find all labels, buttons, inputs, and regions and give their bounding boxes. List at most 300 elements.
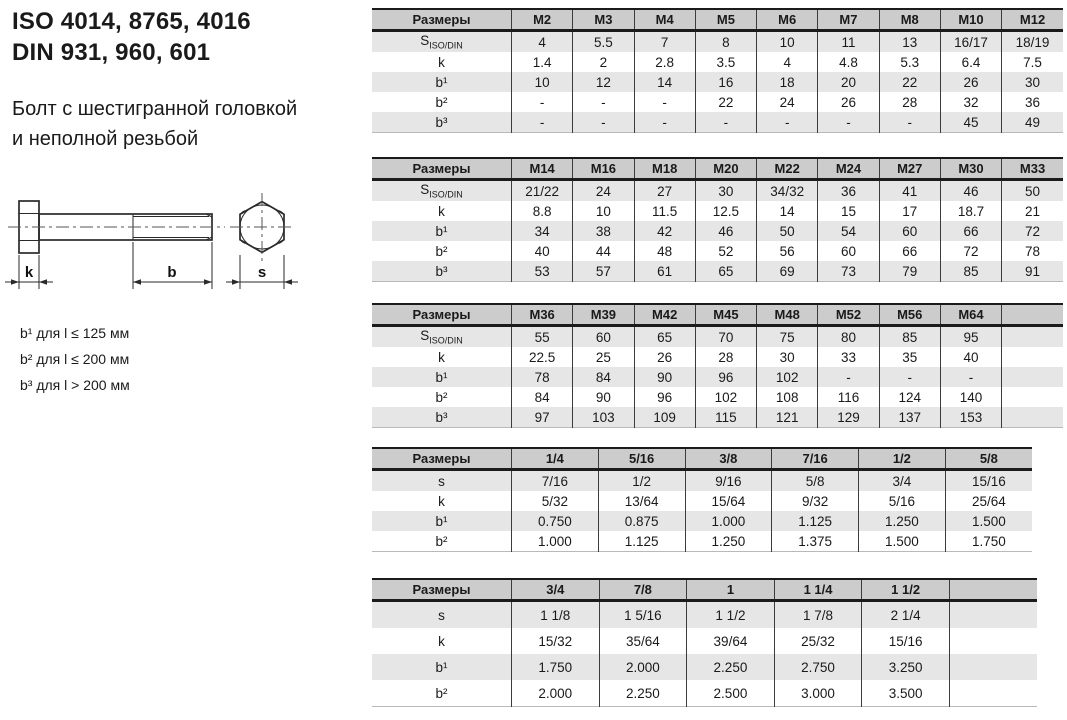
value-cell: 10 xyxy=(757,31,818,53)
value-cell: - xyxy=(634,92,695,112)
table-row xyxy=(372,470,1032,492)
value-cell: 153 xyxy=(940,407,1001,428)
size-header: M36 xyxy=(512,304,573,326)
row-label: b² xyxy=(435,243,448,259)
value-cell: 2.500 xyxy=(687,680,775,707)
value-cell xyxy=(1002,407,1063,428)
value-cell: 14 xyxy=(634,72,695,92)
thread-length-notes xyxy=(20,320,130,398)
row-label: b¹ xyxy=(372,511,512,531)
dim-label-k: k xyxy=(24,264,34,281)
spec-table-m36-m64 xyxy=(372,303,1063,428)
value-cell: 137 xyxy=(879,407,940,428)
value-cell: 102 xyxy=(695,387,756,407)
value-cell: 96 xyxy=(634,387,695,407)
size-header: 7/8 xyxy=(599,579,687,601)
value-cell: 140 xyxy=(940,387,1001,407)
size-header: 1/2 xyxy=(859,448,946,470)
size-header: 5/8 xyxy=(945,448,1032,470)
value-cell: - xyxy=(512,112,573,133)
value-cell: 10 xyxy=(573,201,634,221)
value-cell: 34/32 xyxy=(757,180,818,202)
table-row xyxy=(372,112,1063,133)
value-cell: - xyxy=(879,112,940,133)
value-cell: 75 xyxy=(757,326,818,348)
value-cell xyxy=(1002,326,1063,348)
value-cell: 52 xyxy=(695,241,756,261)
note-b3: b³ для l > 200 мм xyxy=(20,377,130,393)
value-cell: 7.5 xyxy=(1002,52,1063,72)
spec-table-m2-m12 xyxy=(372,8,1063,133)
value-cell: 25/32 xyxy=(774,628,862,654)
value-cell: 18 xyxy=(757,72,818,92)
value-cell: 7 xyxy=(634,31,695,53)
value-cell: 1.125 xyxy=(598,531,685,552)
value-cell: 0.750 xyxy=(512,511,599,531)
value-cell: - xyxy=(940,367,1001,387)
value-cell: 121 xyxy=(757,407,818,428)
value-cell: 21/22 xyxy=(512,180,573,202)
sizes-column-title: Размеры xyxy=(372,158,512,180)
table-row xyxy=(372,261,1063,282)
table-header-row xyxy=(372,9,1063,31)
value-cell: 12 xyxy=(573,72,634,92)
value-cell: 35 xyxy=(879,347,940,367)
size-header: 1 1/2 xyxy=(862,579,950,601)
value-cell: 34 xyxy=(512,221,573,241)
value-cell: 40 xyxy=(512,241,573,261)
value-cell: 22.5 xyxy=(512,347,573,367)
value-cell xyxy=(949,654,1037,680)
value-cell: 1.500 xyxy=(859,531,946,552)
value-cell: 90 xyxy=(634,367,695,387)
value-cell: 8.8 xyxy=(512,201,573,221)
value-cell: 1.000 xyxy=(685,511,772,531)
value-cell: 108 xyxy=(757,387,818,407)
value-cell: 69 xyxy=(757,261,818,282)
value-cell: 2.250 xyxy=(687,654,775,680)
size-header: M52 xyxy=(818,304,879,326)
value-cell: 46 xyxy=(695,221,756,241)
table-row xyxy=(372,654,1037,680)
value-cell: 25 xyxy=(573,347,634,367)
value-cell: 48 xyxy=(634,241,695,261)
value-cell: 36 xyxy=(818,180,879,202)
row-label: $S_{ISO/DIN}$ xyxy=(372,180,512,202)
value-cell: 3/4 xyxy=(859,470,946,492)
row-label: b³ xyxy=(372,261,512,282)
value-cell: 44 xyxy=(573,241,634,261)
value-cell xyxy=(949,601,1037,629)
value-cell: 53 xyxy=(512,261,573,282)
spec-table-inch-large xyxy=(372,578,1037,707)
value-cell: 36 xyxy=(1002,92,1063,112)
size-header: M39 xyxy=(573,304,634,326)
value-cell: 50 xyxy=(757,221,818,241)
size-header: M20 xyxy=(695,158,756,180)
value-cell: 1.250 xyxy=(859,511,946,531)
row-label: b² xyxy=(435,389,448,405)
value-cell: 30 xyxy=(695,180,756,202)
value-cell: 11 xyxy=(818,31,879,53)
value-cell: 13/64 xyxy=(598,491,685,511)
sizes-column-title: Размеры xyxy=(372,9,512,31)
bolt-side-view xyxy=(8,201,225,253)
value-cell: 84 xyxy=(573,367,634,387)
bolt-description xyxy=(12,94,364,154)
size-header: M8 xyxy=(879,9,940,31)
value-cell: 78 xyxy=(512,367,573,387)
row-label: s xyxy=(372,601,512,629)
size-header: M45 xyxy=(695,304,756,326)
table-row xyxy=(372,387,1063,407)
spec-table-m14-m33 xyxy=(372,157,1063,282)
value-cell: 61 xyxy=(634,261,695,282)
value-cell: 14 xyxy=(757,201,818,221)
dim-label-b: b xyxy=(167,264,177,281)
value-cell: 1.4 xyxy=(512,52,573,72)
table-row xyxy=(372,326,1063,348)
value-cell: 1 7/8 xyxy=(774,601,862,629)
value-cell: 0.875 xyxy=(598,511,685,531)
value-cell xyxy=(949,628,1037,654)
value-cell: 16 xyxy=(695,72,756,92)
value-cell: - xyxy=(695,112,756,133)
iso-title: ISO 4014, 8765, 4016 xyxy=(12,8,251,35)
value-cell: 95 xyxy=(940,326,1001,348)
value-cell: 9/16 xyxy=(685,470,772,492)
value-cell: 22 xyxy=(695,92,756,112)
value-cell: 55 xyxy=(512,326,573,348)
size-header: 3/8 xyxy=(685,448,772,470)
value-cell: 96 xyxy=(695,367,756,387)
value-cell: 15 xyxy=(818,201,879,221)
sizes-column-title: Размеры xyxy=(372,304,512,326)
value-cell xyxy=(1002,347,1063,367)
value-cell: - xyxy=(879,367,940,387)
value-cell: 85 xyxy=(940,261,1001,282)
value-cell: 5/32 xyxy=(512,491,599,511)
size-header: M10 xyxy=(940,9,1001,31)
left-panel xyxy=(12,6,364,154)
sizes-column-title: Размеры xyxy=(372,579,512,601)
value-cell: 50 xyxy=(1002,180,1063,202)
size-header: M18 xyxy=(634,158,695,180)
size-header: M4 xyxy=(634,9,695,31)
row-label: b¹ xyxy=(372,72,512,92)
value-cell xyxy=(1002,387,1063,407)
value-cell: 65 xyxy=(634,326,695,348)
size-header: M48 xyxy=(757,304,818,326)
bolt-drawing-svg xyxy=(0,185,340,300)
value-cell: 24 xyxy=(757,92,818,112)
value-cell: - xyxy=(512,92,573,112)
value-cell: 57 xyxy=(573,261,634,282)
row-label: s xyxy=(372,470,512,492)
din-title: DIN 931, 960, 601 xyxy=(12,39,211,66)
value-cell: 2 1/4 xyxy=(862,601,950,629)
value-cell: 1 1/8 xyxy=(512,601,600,629)
table-row xyxy=(372,92,1063,112)
size-header: M33 xyxy=(1002,158,1063,180)
value-cell: 26 xyxy=(940,72,1001,92)
value-cell: 18/19 xyxy=(1002,31,1063,53)
row-label: b¹ xyxy=(372,654,512,680)
value-cell: 66 xyxy=(879,241,940,261)
table-row xyxy=(372,201,1063,221)
size-header: M7 xyxy=(818,9,879,31)
size-header: M42 xyxy=(634,304,695,326)
value-cell: 103 xyxy=(573,407,634,428)
value-cell: 30 xyxy=(757,347,818,367)
row-label: b² xyxy=(435,533,448,549)
table-row xyxy=(372,511,1032,531)
value-cell: 24 xyxy=(573,180,634,202)
dim-label-s: s xyxy=(257,264,267,281)
value-cell: 4.8 xyxy=(818,52,879,72)
size-header: M24 xyxy=(818,158,879,180)
value-cell: 60 xyxy=(818,241,879,261)
value-cell xyxy=(949,680,1037,707)
size-header: M56 xyxy=(879,304,940,326)
size-header: M27 xyxy=(879,158,940,180)
value-cell: 4 xyxy=(512,31,573,53)
value-cell: 18.7 xyxy=(940,201,1001,221)
value-cell: 65 xyxy=(695,261,756,282)
value-cell: 124 xyxy=(879,387,940,407)
value-cell: 5.3 xyxy=(879,52,940,72)
table-row xyxy=(372,72,1063,92)
value-cell: 56 xyxy=(757,241,818,261)
spec-table-inch-small xyxy=(372,447,1032,552)
value-cell: 38 xyxy=(573,221,634,241)
value-cell: 2.000 xyxy=(599,654,687,680)
value-cell: 28 xyxy=(695,347,756,367)
row-label: b³ xyxy=(372,407,512,428)
value-cell: 15/16 xyxy=(945,470,1032,492)
value-cell: 33 xyxy=(818,347,879,367)
value-cell: 1.125 xyxy=(772,511,859,531)
size-header: 3/4 xyxy=(512,579,600,601)
note-b2: b² для l ≤ 200 мм xyxy=(20,351,130,367)
row-label: k xyxy=(438,633,445,649)
bolt-description-line2: и неполной резьбой xyxy=(12,128,199,150)
size-header: 7/16 xyxy=(772,448,859,470)
dimension-lines-side xyxy=(5,242,212,289)
value-cell: 21 xyxy=(1002,201,1063,221)
value-cell: - xyxy=(573,92,634,112)
size-header: M64 xyxy=(940,304,1001,326)
value-cell: - xyxy=(818,112,879,133)
row-label: b³ xyxy=(372,112,512,133)
size-header: 5/16 xyxy=(598,448,685,470)
value-cell: 60 xyxy=(879,221,940,241)
size-header: 1/4 xyxy=(512,448,599,470)
table-row xyxy=(372,52,1063,72)
value-cell: 5/16 xyxy=(859,491,946,511)
value-cell: 1.750 xyxy=(512,654,600,680)
table-row xyxy=(372,241,1063,261)
value-cell: 30 xyxy=(1002,72,1063,92)
value-cell: 73 xyxy=(818,261,879,282)
bolt-description-line1: Болт с шестигранной головкой xyxy=(12,98,298,120)
value-cell: 129 xyxy=(818,407,879,428)
value-cell: 15/16 xyxy=(862,628,950,654)
value-cell: 1.750 xyxy=(945,531,1032,552)
value-cell: 115 xyxy=(695,407,756,428)
value-cell: 32 xyxy=(940,92,1001,112)
size-header: M2 xyxy=(512,9,573,31)
value-cell: - xyxy=(757,112,818,133)
value-cell: 72 xyxy=(1002,221,1063,241)
value-cell: 2.250 xyxy=(599,680,687,707)
value-cell: 28 xyxy=(879,92,940,112)
value-cell: 66 xyxy=(940,221,1001,241)
row-label: $S_{ISO/DIN}$ xyxy=(372,31,512,53)
table-row xyxy=(372,407,1063,428)
sizes-column-title: Размеры xyxy=(372,448,512,470)
value-cell: 20 xyxy=(818,72,879,92)
value-cell: 5.5 xyxy=(573,31,634,53)
value-cell: 1.000 xyxy=(512,531,599,552)
value-cell: 9/32 xyxy=(772,491,859,511)
size-header: M5 xyxy=(695,9,756,31)
value-cell: 22 xyxy=(879,72,940,92)
value-cell xyxy=(1002,367,1063,387)
bolt-end-view xyxy=(230,193,294,261)
table-header-row xyxy=(372,158,1063,180)
value-cell: 42 xyxy=(634,221,695,241)
size-header: M22 xyxy=(757,158,818,180)
value-cell: 41 xyxy=(879,180,940,202)
row-label: b² xyxy=(435,685,448,701)
value-cell: 35/64 xyxy=(599,628,687,654)
size-header: M3 xyxy=(573,9,634,31)
value-cell: 1.375 xyxy=(772,531,859,552)
value-cell: 85 xyxy=(879,326,940,348)
value-cell: 17 xyxy=(879,201,940,221)
value-cell: 97 xyxy=(512,407,573,428)
value-cell: 45 xyxy=(940,112,1001,133)
row-label: b² xyxy=(435,94,448,110)
value-cell: 1.500 xyxy=(945,511,1032,531)
row-label: k xyxy=(438,349,445,365)
value-cell: 25/64 xyxy=(945,491,1032,511)
value-cell: 13 xyxy=(879,31,940,53)
row-label: k xyxy=(438,493,445,509)
value-cell: 90 xyxy=(573,387,634,407)
value-cell: 78 xyxy=(1002,241,1063,261)
value-cell: 70 xyxy=(695,326,756,348)
value-cell: 49 xyxy=(1002,112,1063,133)
table-row xyxy=(372,680,1037,707)
value-cell: 54 xyxy=(818,221,879,241)
row-label: k xyxy=(438,54,445,70)
value-cell: 2.750 xyxy=(774,654,862,680)
value-cell: 26 xyxy=(818,92,879,112)
value-cell: 3.500 xyxy=(862,680,950,707)
value-cell: 60 xyxy=(573,326,634,348)
value-cell: 10 xyxy=(512,72,573,92)
value-cell: 40 xyxy=(940,347,1001,367)
size-header: M12 xyxy=(1002,9,1063,31)
value-cell: 102 xyxy=(757,367,818,387)
table-row xyxy=(372,367,1063,387)
size-header: M6 xyxy=(757,9,818,31)
value-cell: 3.250 xyxy=(862,654,950,680)
value-cell: 1 5/16 xyxy=(599,601,687,629)
size-header xyxy=(1002,304,1063,326)
value-cell: - xyxy=(818,367,879,387)
table-row xyxy=(372,347,1063,367)
table-header-row xyxy=(372,579,1037,601)
row-label: b¹ xyxy=(372,221,512,241)
value-cell: 116 xyxy=(818,387,879,407)
table-row xyxy=(372,531,1032,552)
table-row xyxy=(372,601,1037,629)
row-label: k xyxy=(438,203,445,219)
value-cell: - xyxy=(573,112,634,133)
row-label: b¹ xyxy=(372,367,512,387)
value-cell: 5/8 xyxy=(772,470,859,492)
value-cell: 15/64 xyxy=(685,491,772,511)
table-row xyxy=(372,221,1063,241)
value-cell: 72 xyxy=(940,241,1001,261)
value-cell: 1.250 xyxy=(685,531,772,552)
table-row xyxy=(372,628,1037,654)
table-header-row xyxy=(372,448,1032,470)
value-cell: 11.5 xyxy=(634,201,695,221)
value-cell: 3.000 xyxy=(774,680,862,707)
value-cell: 15/32 xyxy=(512,628,600,654)
size-header: 1 1/4 xyxy=(774,579,862,601)
value-cell: 4 xyxy=(757,52,818,72)
table-row xyxy=(372,491,1032,511)
value-cell: 1/2 xyxy=(598,470,685,492)
value-cell: 46 xyxy=(940,180,1001,202)
size-header: M30 xyxy=(940,158,1001,180)
value-cell: 6.4 xyxy=(940,52,1001,72)
row-label: $S_{ISO/DIN}$ xyxy=(372,326,512,348)
value-cell: 7/16 xyxy=(512,470,599,492)
value-cell: 16/17 xyxy=(940,31,1001,53)
value-cell: 2.8 xyxy=(634,52,695,72)
value-cell: 80 xyxy=(818,326,879,348)
value-cell: 2.000 xyxy=(512,680,600,707)
table-header-row xyxy=(372,304,1063,326)
value-cell: 1 1/2 xyxy=(687,601,775,629)
value-cell: 109 xyxy=(634,407,695,428)
value-cell: 79 xyxy=(879,261,940,282)
value-cell: 26 xyxy=(634,347,695,367)
note-b1: b¹ для l ≤ 125 мм xyxy=(20,325,130,341)
size-header: M16 xyxy=(573,158,634,180)
value-cell: 84 xyxy=(512,387,573,407)
size-header: M14 xyxy=(512,158,573,180)
table-row xyxy=(372,180,1063,202)
bolt-technical-drawing xyxy=(0,185,340,300)
value-cell: 91 xyxy=(1002,261,1063,282)
size-header: 1 xyxy=(687,579,775,601)
value-cell: - xyxy=(634,112,695,133)
value-cell: 8 xyxy=(695,31,756,53)
table-row xyxy=(372,31,1063,53)
size-header xyxy=(949,579,1037,601)
value-cell: 12.5 xyxy=(695,201,756,221)
value-cell: 3.5 xyxy=(695,52,756,72)
value-cell: 27 xyxy=(634,180,695,202)
value-cell: 39/64 xyxy=(687,628,775,654)
